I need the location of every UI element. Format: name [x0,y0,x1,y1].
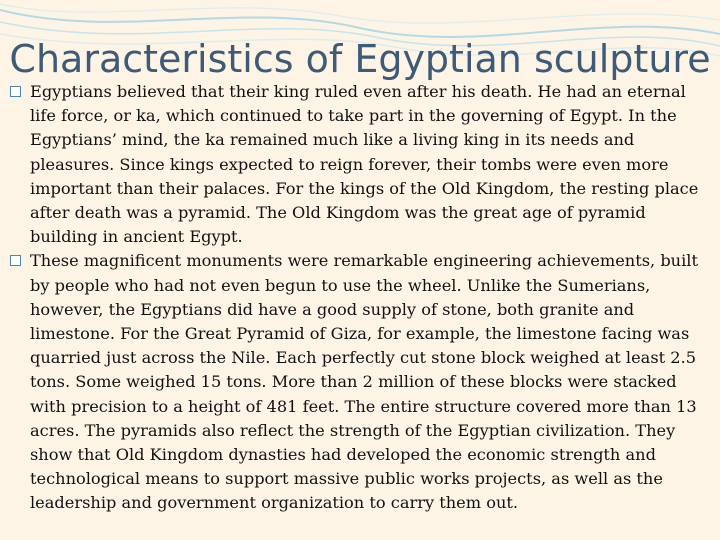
square-bullet-icon [10,255,21,266]
square-bullet-icon [10,86,21,97]
slide-title: Characteristics of Egyptian sculpture [9,37,711,81]
bullet-item [6,249,712,515]
bullet-list [6,80,712,516]
bullet-text: These magnificent monuments were remarkable engineering achievements, built by people who had not even begun to use the wheel. Unlike the Sumerians, however, the Egyptians did have a good supply of stone, both granite and limestone. For the Great Pyramid of Giza, for example, the limestone facing was quarried just across the Nile. Each perfectly cut stone block weighed at least 2.5 tons. Some weighed 15 tons. More than 2 million of these blocks were stacked with precision to a height of 481 feet. The entire structure covered more than 13 acres. The pyramids also reflect the strength of the Egyptian civilization. They show that Old Kingdom dynasties had developed the economic strength and technological means to support massive public works projects, as well as the leadership and government organization to carry them out. [30,251,698,513]
bullet-text: Egyptians believed that their king ruled even after his death. He had an eternal life force, or ka, which continued to take part in the governing of Egypt. In the Egyptians’ mind, the ka remained much like a living king in its needs and pleasures. Since kings expected to reign forever, their tombs were even more important than their palaces. For the kings of the Old Kingdom, the resting place after death was a pyramid. The Old Kingdom was the great age of pyramid building in ancient Egypt. [30,82,699,247]
bullet-item [6,80,712,249]
